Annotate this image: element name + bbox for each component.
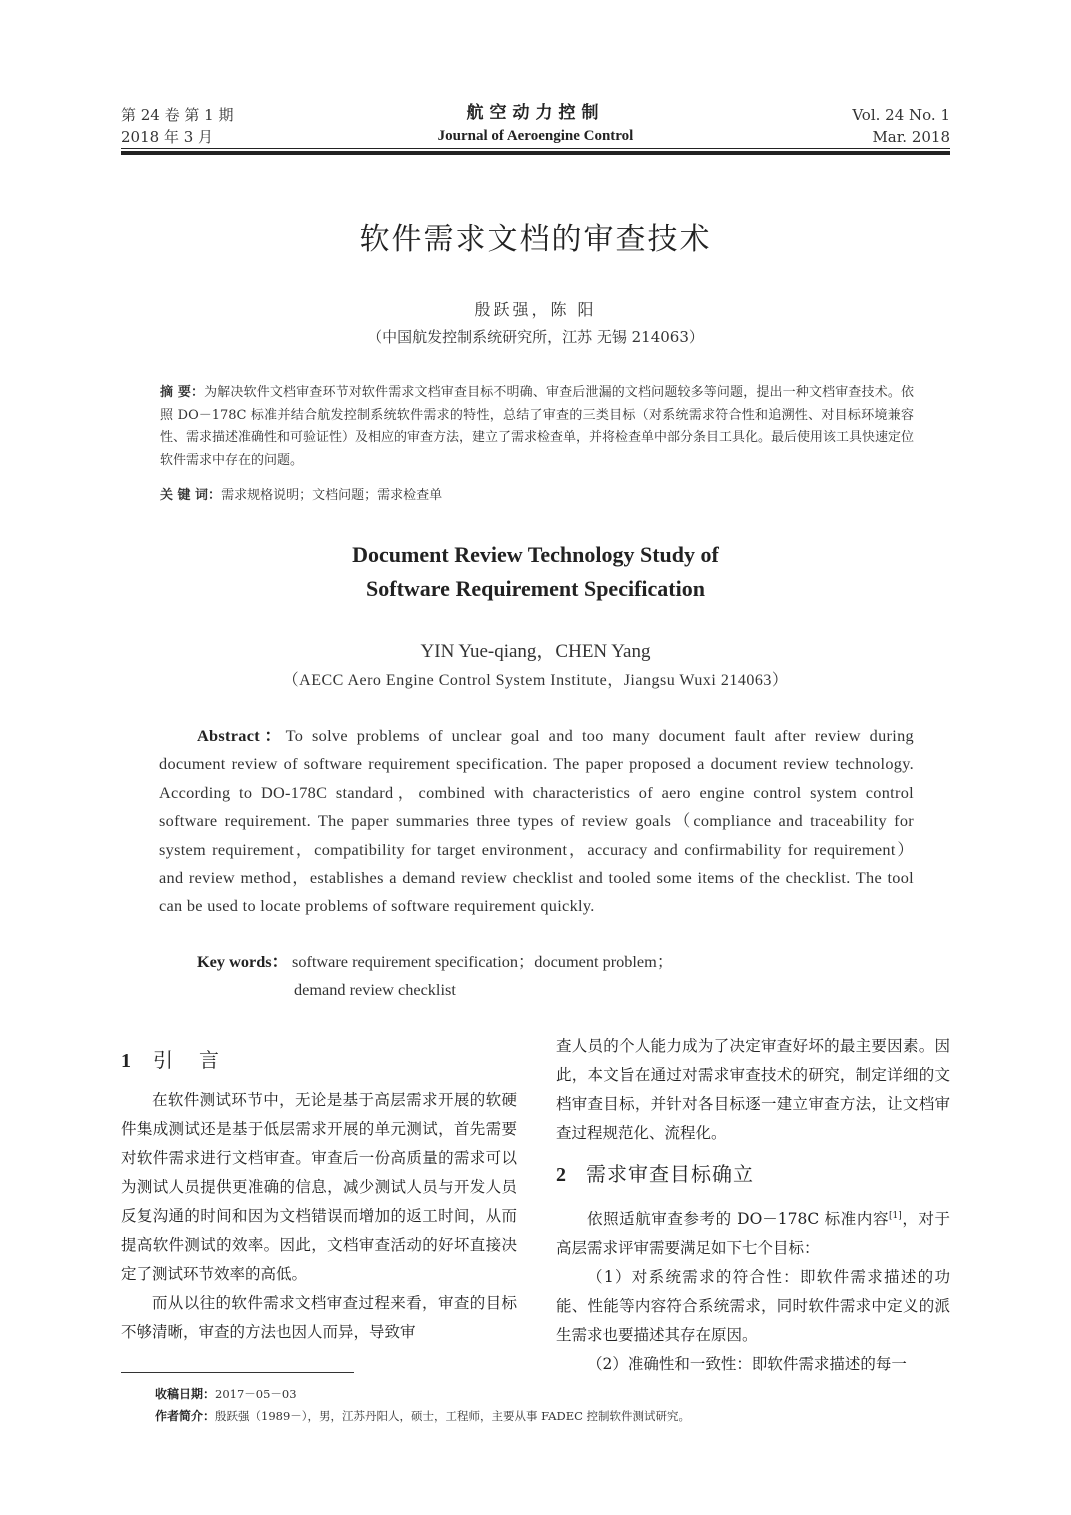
- body-left-column: [121, 1086, 517, 1347]
- authors-cn: 殷跃强，陈 阳: [474, 300, 597, 319]
- affiliation-cn: （中国航发控制系统研究所，江苏 无锡 214063）: [367, 328, 704, 346]
- section-2-title: 需求审查目标确立: [586, 1162, 754, 1186]
- abstract-en-text: To solve problems of unclear goal and too many document fault after review during document review of software requirement specification. The paper proposed a document review technology. According to DO-178C standard，combined with characteristics of aero engine control system control software requirement. The paper summaries three types of review goals（compliance and traceability for system requirement，compatibility for target environment，accuracy and confirmability for requirement）and review method，establishes a demand review checklist and tooled some items of the checklist. The tool can be used to locate problems of software requirement quickly.: [159, 726, 914, 916]
- volume-issue-cn: 第 24 卷 第 1 期: [121, 106, 234, 124]
- received-date-label: 收稿日期：: [155, 1387, 216, 1401]
- keywords-en: [197, 948, 914, 1005]
- author-bio-label: 作者简介：: [155, 1409, 216, 1423]
- section-1-heading: [121, 1044, 245, 1073]
- abstract-cn-label: 摘 要：: [160, 385, 205, 400]
- keywords-cn-label: 关 键 词：: [160, 488, 222, 503]
- section-2-heading: [556, 1158, 754, 1187]
- section-2-body: [556, 1205, 950, 1379]
- journal-issue-info-en: [852, 104, 950, 148]
- section-1-number: 1: [121, 1050, 131, 1072]
- keywords-en-label: Key words：: [197, 952, 288, 971]
- section-1-paragraph-2: 而从以往的软件需求文档审查过程来看，审查的目标不够清晰，审查的方法也因人而异，导致审: [121, 1294, 517, 1341]
- paper-title-en: [0, 538, 1071, 606]
- keywords-cn: [160, 485, 914, 507]
- received-date-value: 2017－05－03: [215, 1387, 297, 1401]
- abstract-cn: [160, 382, 914, 472]
- section-2-number: 2: [556, 1164, 566, 1186]
- section-1-title: 引言: [153, 1048, 245, 1072]
- header-rule-thick: [121, 151, 950, 155]
- footnote: [155, 1383, 690, 1427]
- author-bio-value: 殷跃强（1989－），男，江苏丹阳人，硕士，工程师，主要从事 FADEC 控制软件测试研究。: [215, 1409, 691, 1423]
- volume-issue-en: Vol. 24 No. 1: [852, 106, 950, 124]
- publication-date-cn: 2018 年 3 月: [121, 128, 214, 146]
- paper-title-cn: 软件需求文档的审查技术: [359, 222, 712, 257]
- abstract-cn-text: 为解决软件文档审查环节对软件需求文档审查目标不明确、审查后泄漏的文档问题较多等问题，提出一种文档审查技术。依照 DO－178C 标准并结合航发控制系统软件需求的特性，总结了审查的三类目标（对系统需求符合性和追溯性、对目标环境兼容性、需求描述准确性和可验证性）及相应的审查方法，建立了需求检查单，并将检查单中部分条目工具化。最后使用该工具快速定位软件需求中存在的问题。: [160, 385, 915, 468]
- section-2-item-2: （2）准确性和一致性：即软件需求描述的每一: [587, 1355, 907, 1373]
- section-2-paragraph-1-text-b: ，对于高层需求评审需要满足如下七个目标：: [556, 1210, 950, 1257]
- keywords-en-line2: demand review checklist: [294, 980, 456, 1000]
- journal-name-cn: 航空动力控制: [466, 103, 605, 123]
- citation-reference-1[interactable]: [1]: [889, 1210, 902, 1221]
- affiliation-en: （AECC Aero Engine Control System Institute，Jiangsu Wuxi 214063）: [282, 672, 789, 689]
- section-2-item-1: （1）对系统需求的符合性：即软件需求描述的功能、性能等内容符合系统需求，同时软件需求中定义的派生需求也要描述其存在原因。: [556, 1268, 950, 1344]
- abstract-en: [159, 722, 914, 921]
- journal-name-en: Journal of Aeroengine Control: [437, 128, 634, 144]
- keywords-en-line1: software requirement specification；document problem；: [291, 952, 674, 971]
- author-bio: [155, 1405, 690, 1427]
- section-1-paragraph-1: 在软件测试环节中，无论是基于高层需求开展的软硬件集成测试还是基于低层需求开展的单元测试，首先需要对软件需求进行文档审查。审查后一份高质量的需求可以为测试人员提供更准确的信息，减少测试人员与开发人员反复沟通的时间和因为文档错误而增加的返工时间，从而提高软件测试的效率。因此，文档审查活动的好坏直接决定了测试环节效率的高低。: [121, 1091, 517, 1283]
- keywords-cn-text: 需求规格说明；文档问题；需求检查单: [221, 488, 443, 503]
- section-1-paragraph-2-continued: 查人员的个人能力成为了决定审查好坏的最主要因素。因此，本文旨在通过对需求审查技术的研究，制定详细的文档审查目标，并针对各目标逐一建立审查方法，让文档审查过程规范化、流程化。: [556, 1037, 950, 1142]
- abstract-en-label: Abstract：: [197, 726, 286, 745]
- authors-en: YIN Yue-qiang，CHEN Yang: [420, 641, 651, 662]
- received-date: [155, 1383, 690, 1405]
- body-right-column: [556, 1032, 950, 1148]
- section-2-paragraph-1: [556, 1205, 950, 1263]
- section-2-paragraph-1-text-a: 依照适航审查参考的 DO－178C 标准内容: [587, 1210, 890, 1228]
- header-rule-thin: [121, 148, 950, 149]
- paper-title-en-line2: Software Requirement Specification: [366, 576, 705, 601]
- publication-date-en: Mar. 2018: [872, 128, 950, 146]
- footnote-rule: [121, 1372, 354, 1373]
- paper-title-en-line1: Document Review Technology Study of: [352, 542, 719, 567]
